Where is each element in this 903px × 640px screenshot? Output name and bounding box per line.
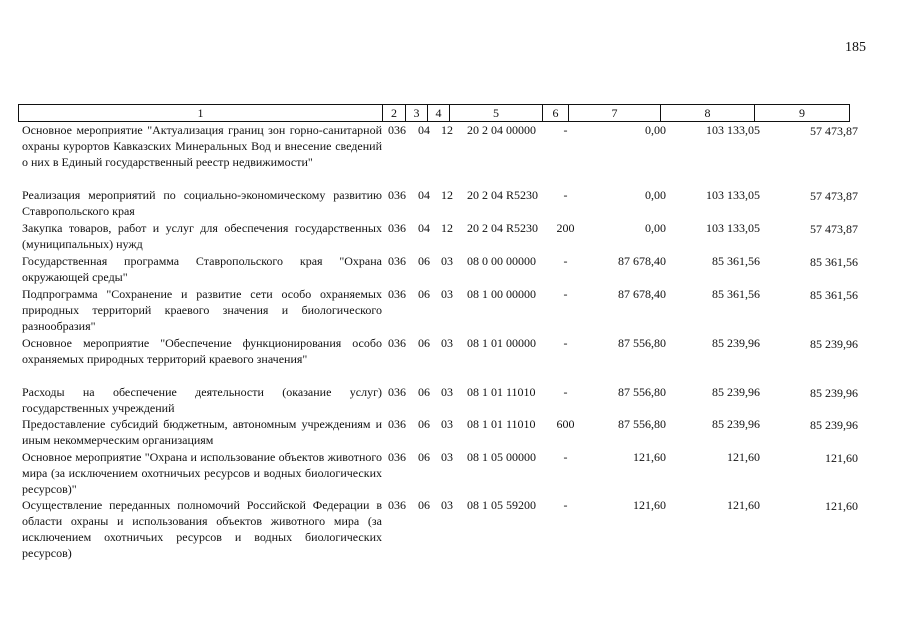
row-amount-col7: 0,00 [645, 188, 666, 202]
row-code-subsection: 12 [441, 221, 453, 235]
table-header [18, 104, 850, 122]
row-code-target: 08 1 05 59200 [467, 498, 536, 512]
row-code-target: 08 1 05 00000 [467, 450, 536, 464]
row-description: Реализация мероприятий по социально-экономическому развитию Ставропольского края [22, 188, 382, 218]
row-code-expense-type: - [563, 254, 568, 268]
row-code-subsection: 03 [441, 287, 453, 301]
row-amount-col8: 85 239,96 [712, 385, 760, 399]
row-code-ministry: 036 [388, 123, 406, 137]
row-amount-col8: 85 239,96 [712, 417, 760, 431]
row-code-expense-type: - [563, 385, 568, 399]
row-code-section: 06 [418, 336, 430, 350]
row-amount-col9: 85 239,96 [810, 418, 858, 432]
row-description: Закупка товаров, работ и услуг для обеспечения государственных (муниципальных) нужд [22, 221, 382, 251]
row-amount-col8: 85 361,56 [712, 254, 760, 268]
row-code-target: 20 2 04 R5230 [467, 188, 539, 202]
header-col-8: 8 [661, 105, 755, 121]
row-code-section: 06 [418, 450, 430, 464]
row-code-section: 06 [418, 498, 430, 512]
row-code-target: 08 0 00 00000 [467, 254, 536, 268]
row-code-section: 04 [418, 188, 430, 202]
row-code-subsection: 03 [441, 254, 453, 268]
row-amount-col7: 121,60 [633, 450, 666, 464]
row-amount-col9: 57 473,87 [810, 124, 858, 138]
row-code-target: 08 1 01 11010 [467, 417, 536, 431]
row-code-target: 08 1 01 00000 [467, 336, 536, 350]
row-amount-col8: 121,60 [727, 498, 760, 512]
row-description: Предоставление субсидий бюджетным, автономным учреждениям и иным некоммерческим организациям [22, 417, 382, 447]
row-amount-col7: 87 678,40 [618, 254, 666, 268]
row-amount-col7: 0,00 [645, 123, 666, 137]
row-code-subsection: 03 [441, 385, 453, 399]
row-description: Подпрограмма "Сохранение и развитие сети особо охраняемых природных территорий краевого значения и биологического разнообразия" [22, 287, 382, 333]
row-code-ministry: 036 [388, 287, 406, 301]
row-amount-col9: 85 239,96 [810, 386, 858, 400]
row-code-ministry: 036 [388, 254, 406, 268]
row-code-expense-type: - [563, 287, 568, 301]
row-amount-col8: 103 133,05 [706, 123, 760, 137]
header-col-4: 4 [428, 105, 450, 121]
row-code-ministry: 036 [388, 498, 406, 512]
row-code-target: 08 1 01 11010 [467, 385, 536, 399]
row-amount-col7: 0,00 [645, 221, 666, 235]
row-code-expense-type: 200 [556, 221, 575, 235]
row-amount-col8: 103 133,05 [706, 221, 760, 235]
row-amount-col9: 85 361,56 [810, 288, 858, 302]
row-description: Расходы на обеспечение деятельности (оказание услуг) государственных учреждений [22, 385, 382, 415]
row-code-section: 06 [418, 417, 430, 431]
row-code-ministry: 036 [388, 385, 406, 399]
row-amount-col9: 57 473,87 [810, 189, 858, 203]
row-description: Основное мероприятие "Охрана и использование объектов животного мира (за исключением охотничьих ресурсов и водных биологических ресурсов)" [22, 450, 382, 496]
header-col-9: 9 [799, 106, 805, 120]
row-code-expense-type: - [563, 450, 568, 464]
row-amount-col9: 85 239,96 [810, 337, 858, 351]
row-description: Основное мероприятие "Актуализация границ зон горно-санитарной охраны курортов Кавказских Минеральных Вод и внесение сведений о них в Единый государственный реестр недвижимости" [22, 123, 382, 169]
row-amount-col8: 85 239,96 [712, 336, 760, 350]
row-code-expense-type: 600 [556, 417, 575, 431]
row-code-subsection: 03 [441, 336, 453, 350]
row-code-section: 04 [418, 123, 430, 137]
row-code-ministry: 036 [388, 188, 406, 202]
row-amount-col7: 87 556,80 [618, 417, 666, 431]
header-col-7: 7 [569, 105, 661, 121]
header-col-3: 3 [406, 105, 428, 121]
row-amount-col9: 85 361,56 [810, 255, 858, 269]
header-col-5: 5 [450, 105, 543, 121]
row-code-subsection: 12 [441, 188, 453, 202]
header-col-1: 1 [19, 105, 383, 121]
row-code-expense-type: - [563, 336, 568, 350]
row-code-subsection: 03 [441, 498, 453, 512]
row-code-target: 20 2 04 00000 [467, 123, 536, 137]
row-amount-col7: 87 556,80 [618, 385, 666, 399]
row-amount-col9: 121,60 [825, 499, 858, 513]
row-code-ministry: 036 [388, 336, 406, 350]
row-amount-col7: 87 678,40 [618, 287, 666, 301]
row-code-ministry: 036 [388, 450, 406, 464]
header-col-2: 2 [383, 105, 406, 121]
row-amount-col7: 87 556,80 [618, 336, 666, 350]
row-code-target: 20 2 04 R5230 [467, 221, 539, 235]
row-amount-col8: 85 361,56 [712, 287, 760, 301]
page-number: 185 [845, 40, 866, 55]
row-description: Государственная программа Ставропольского края "Охрана окружающей среды" [22, 254, 382, 284]
header-col-6: 6 [543, 105, 569, 121]
row-amount-col8: 121,60 [727, 450, 760, 464]
row-amount-col8: 103 133,05 [706, 188, 760, 202]
row-code-expense-type: - [563, 123, 568, 137]
row-code-expense-type: - [563, 498, 568, 512]
row-amount-col7: 121,60 [633, 498, 666, 512]
row-description: Основное мероприятие "Обеспечение функционирования особо охраняемых природных территорий краевого значения" [22, 336, 382, 366]
row-code-section: 06 [418, 385, 430, 399]
row-code-expense-type: - [563, 188, 568, 202]
row-code-subsection: 03 [441, 450, 453, 464]
row-code-section: 06 [418, 254, 430, 268]
row-amount-col9: 57 473,87 [810, 222, 858, 236]
row-code-section: 06 [418, 287, 430, 301]
row-description: Осуществление переданных полномочий Российской Федерации в области охраны и использования объектов животного мира (за исключением охотничьих ресурсов и водных биологических ресурсов) [22, 498, 382, 560]
row-code-ministry: 036 [388, 417, 406, 431]
row-code-ministry: 036 [388, 221, 406, 235]
row-code-subsection: 03 [441, 417, 453, 431]
row-code-subsection: 12 [441, 123, 453, 137]
row-amount-col9: 121,60 [825, 451, 858, 465]
row-code-target: 08 1 00 00000 [467, 287, 536, 301]
row-code-section: 04 [418, 221, 430, 235]
